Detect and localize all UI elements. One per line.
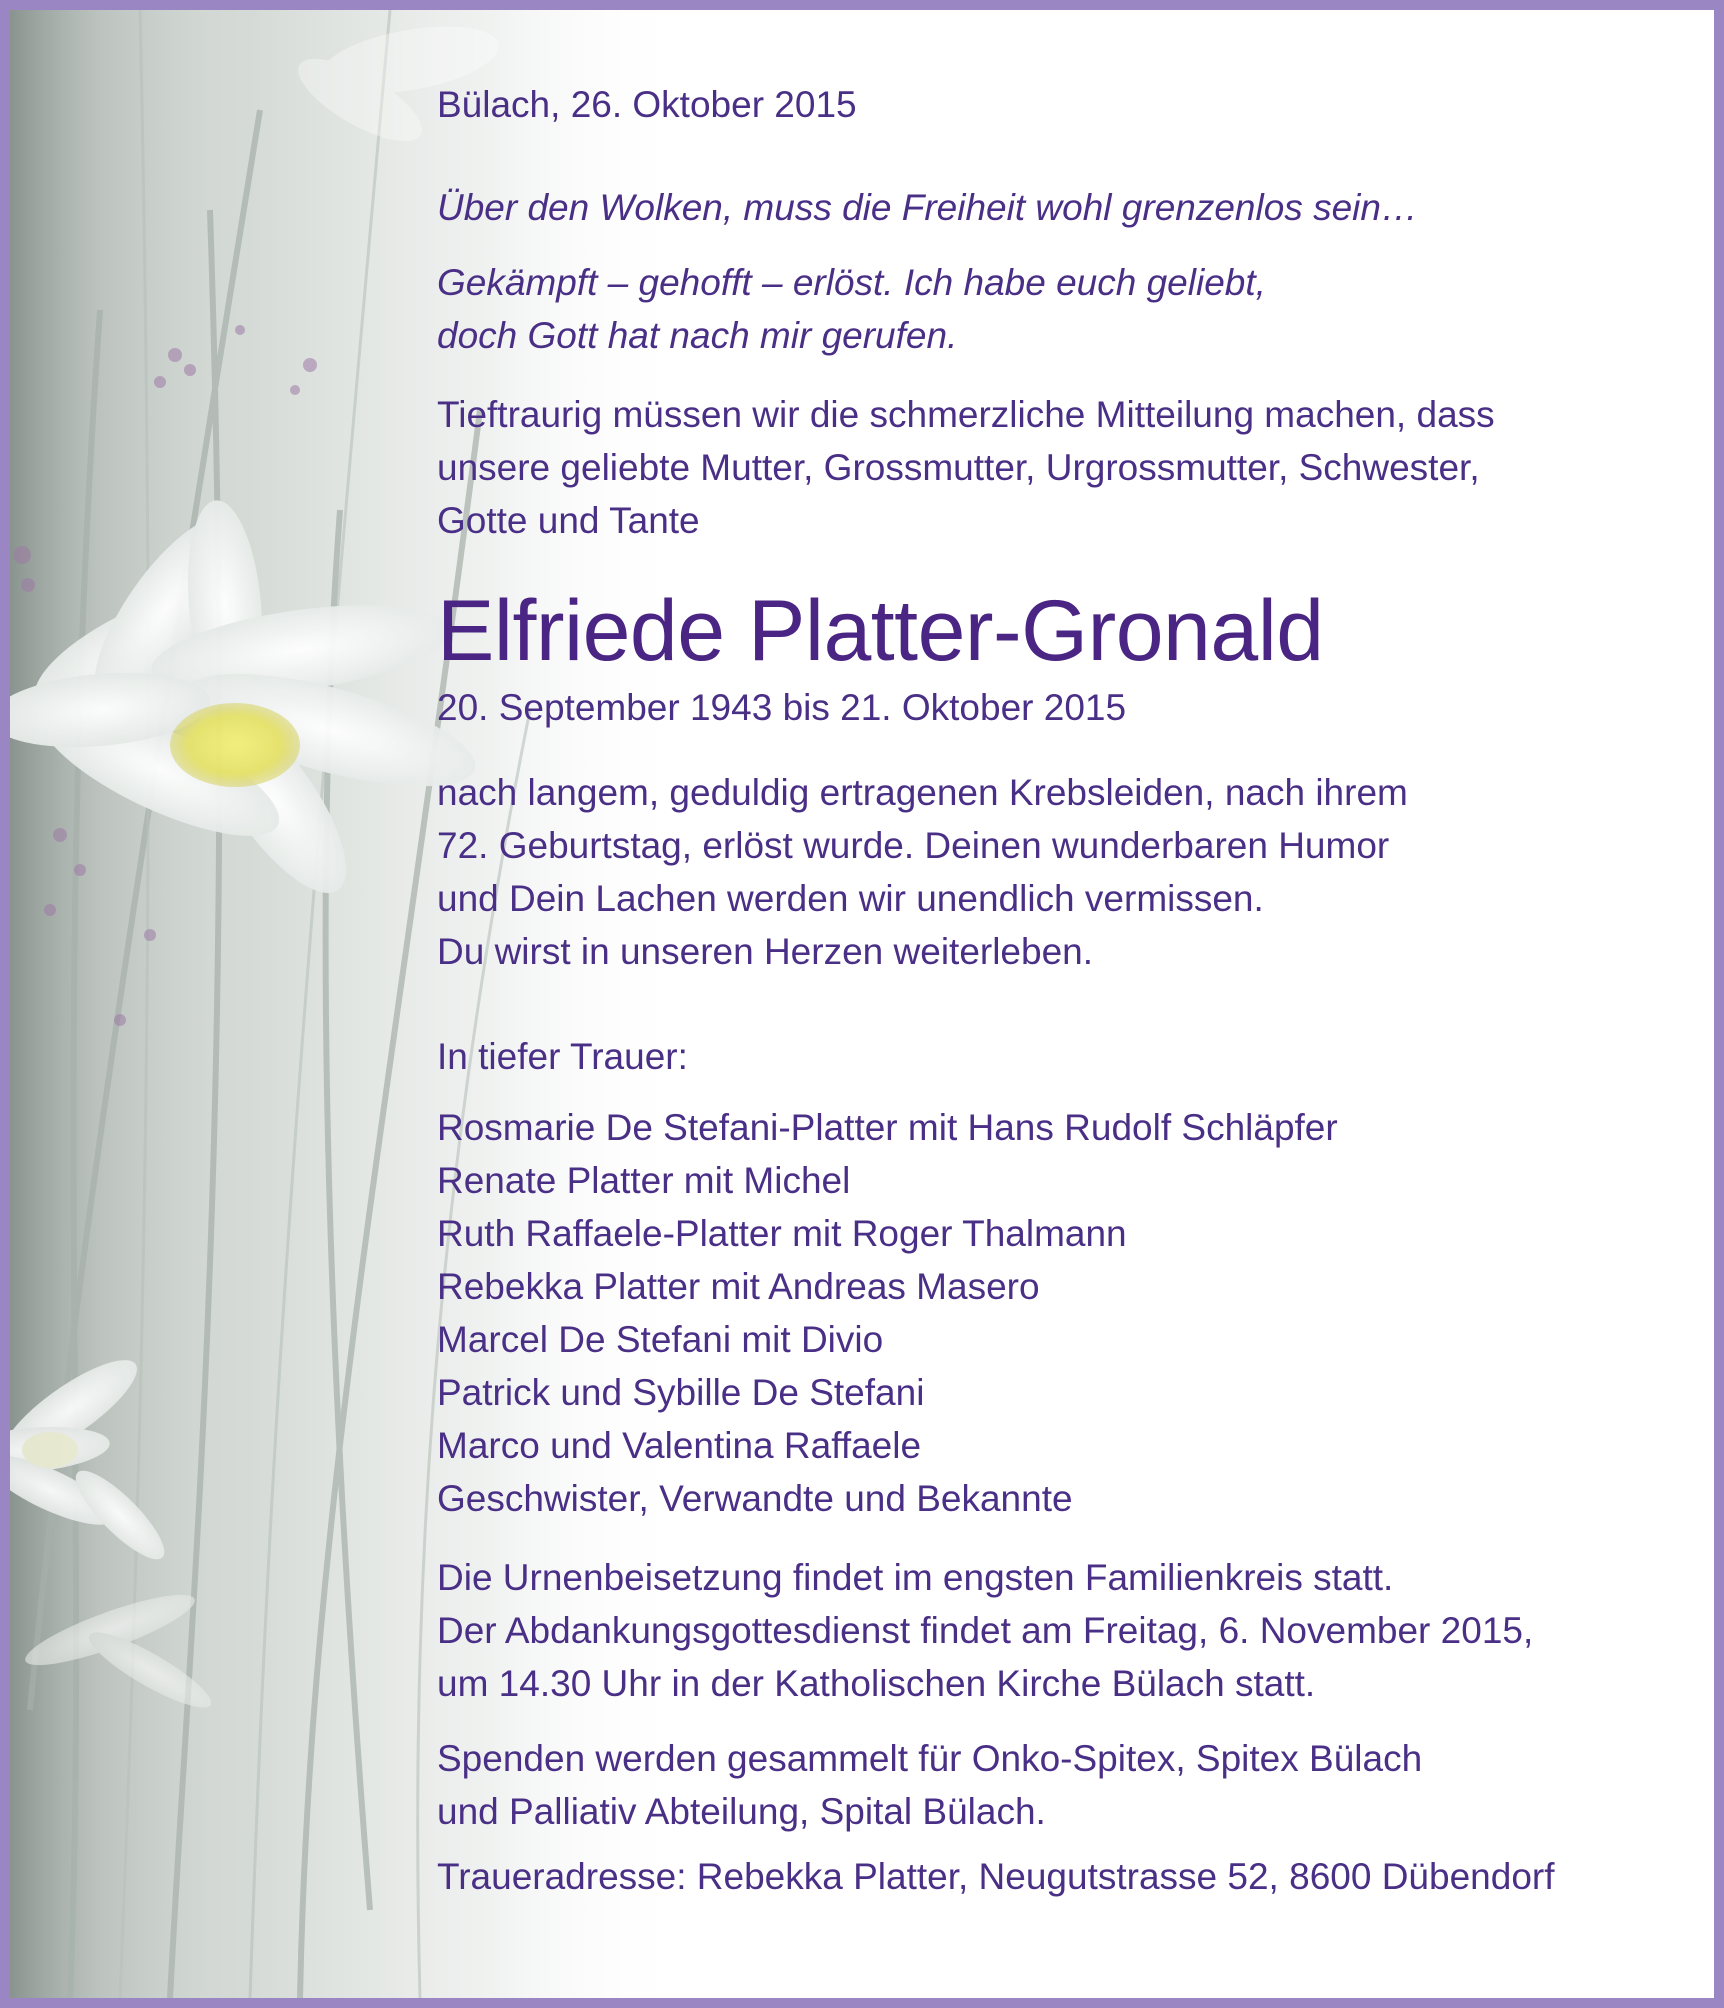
message-line: Du wirst in unseren Herzen weiterleben. (437, 931, 1094, 972)
mourner-item: Rosmarie De Stefani-Platter mit Hans Rudolf Schläpfer (437, 1107, 1338, 1148)
memorial-message (437, 766, 1687, 978)
mourners-list (437, 1101, 1687, 1525)
mourning-address: Traueradresse: Rebekka Platter, Neugutstrasse 52, 8600 Dübendorf (437, 1856, 1555, 1897)
mourner-item: Renate Platter mit Michel (437, 1160, 851, 1201)
message-line: und Dein Lachen werden wir unendlich vermissen. (437, 878, 1264, 919)
quote-heaven (437, 181, 1687, 234)
message-line: 72. Geburtstag, erlöst wurde. Deinen wunderbaren Humor (437, 825, 1390, 866)
mourner-item: Rebekka Platter mit Andreas Masero (437, 1266, 1040, 1307)
announcement-intro (437, 388, 1687, 547)
ceremony-line: Die Urnenbeisetzung findet im engsten Familienkreis statt. (437, 1557, 1394, 1598)
ceremony-line: um 14.30 Uhr in der Katholischen Kirche Bülach statt. (437, 1663, 1316, 1704)
deceased-name: Elfriede Platter-Gronald (437, 583, 1324, 679)
intro-line: Gotte und Tante (437, 500, 700, 541)
mourner-item: Ruth Raffaele-Platter mit Roger Thalmann (437, 1213, 1127, 1254)
mourner-item: Marco und Valentina Raffaele (437, 1425, 922, 1466)
quote-line: Über den Wolken, muss die Freiheit wohl grenzenlos sein… (437, 187, 1418, 228)
mourning-title: In tiefer Trauer: (437, 1036, 688, 1077)
mourner-item: Patrick und Sybille De Stefani (437, 1372, 925, 1413)
obituary-text (437, 78, 1687, 1903)
mourner-item: Marcel De Stefani mit Divio (437, 1319, 884, 1360)
intro-line: Tieftraurig müssen wir die schmerzliche Mitteilung machen, dass (437, 394, 1495, 435)
mourner-item: Geschwister, Verwandte und Bekannte (437, 1478, 1073, 1519)
ceremony-line: Der Abdankungsgottesdienst findet am Freitag, 6. November 2015, (437, 1610, 1534, 1651)
donations-line: und Palliativ Abteilung, Spital Bülach. (437, 1791, 1046, 1832)
quote-farewell (437, 256, 1687, 362)
place-date: Bülach, 26. Oktober 2015 (437, 84, 857, 125)
message-line: nach langem, geduldig ertragenen Krebsleiden, nach ihrem (437, 772, 1408, 813)
quote-line: Gekämpft – gehofft – erlöst. Ich habe euch geliebt, (437, 262, 1266, 303)
ceremony-info (437, 1551, 1687, 1710)
donations-line: Spenden werden gesammelt für Onko-Spitex, Spitex Bülach (437, 1738, 1423, 1779)
lifespan-dates: 20. September 1943 bis 21. Oktober 2015 (437, 687, 1127, 728)
quote-line: doch Gott hat nach mir gerufen. (437, 315, 958, 356)
donations-info (437, 1732, 1687, 1838)
intro-line: unsere geliebte Mutter, Grossmutter, Urgrossmutter, Schwester, (437, 447, 1480, 488)
